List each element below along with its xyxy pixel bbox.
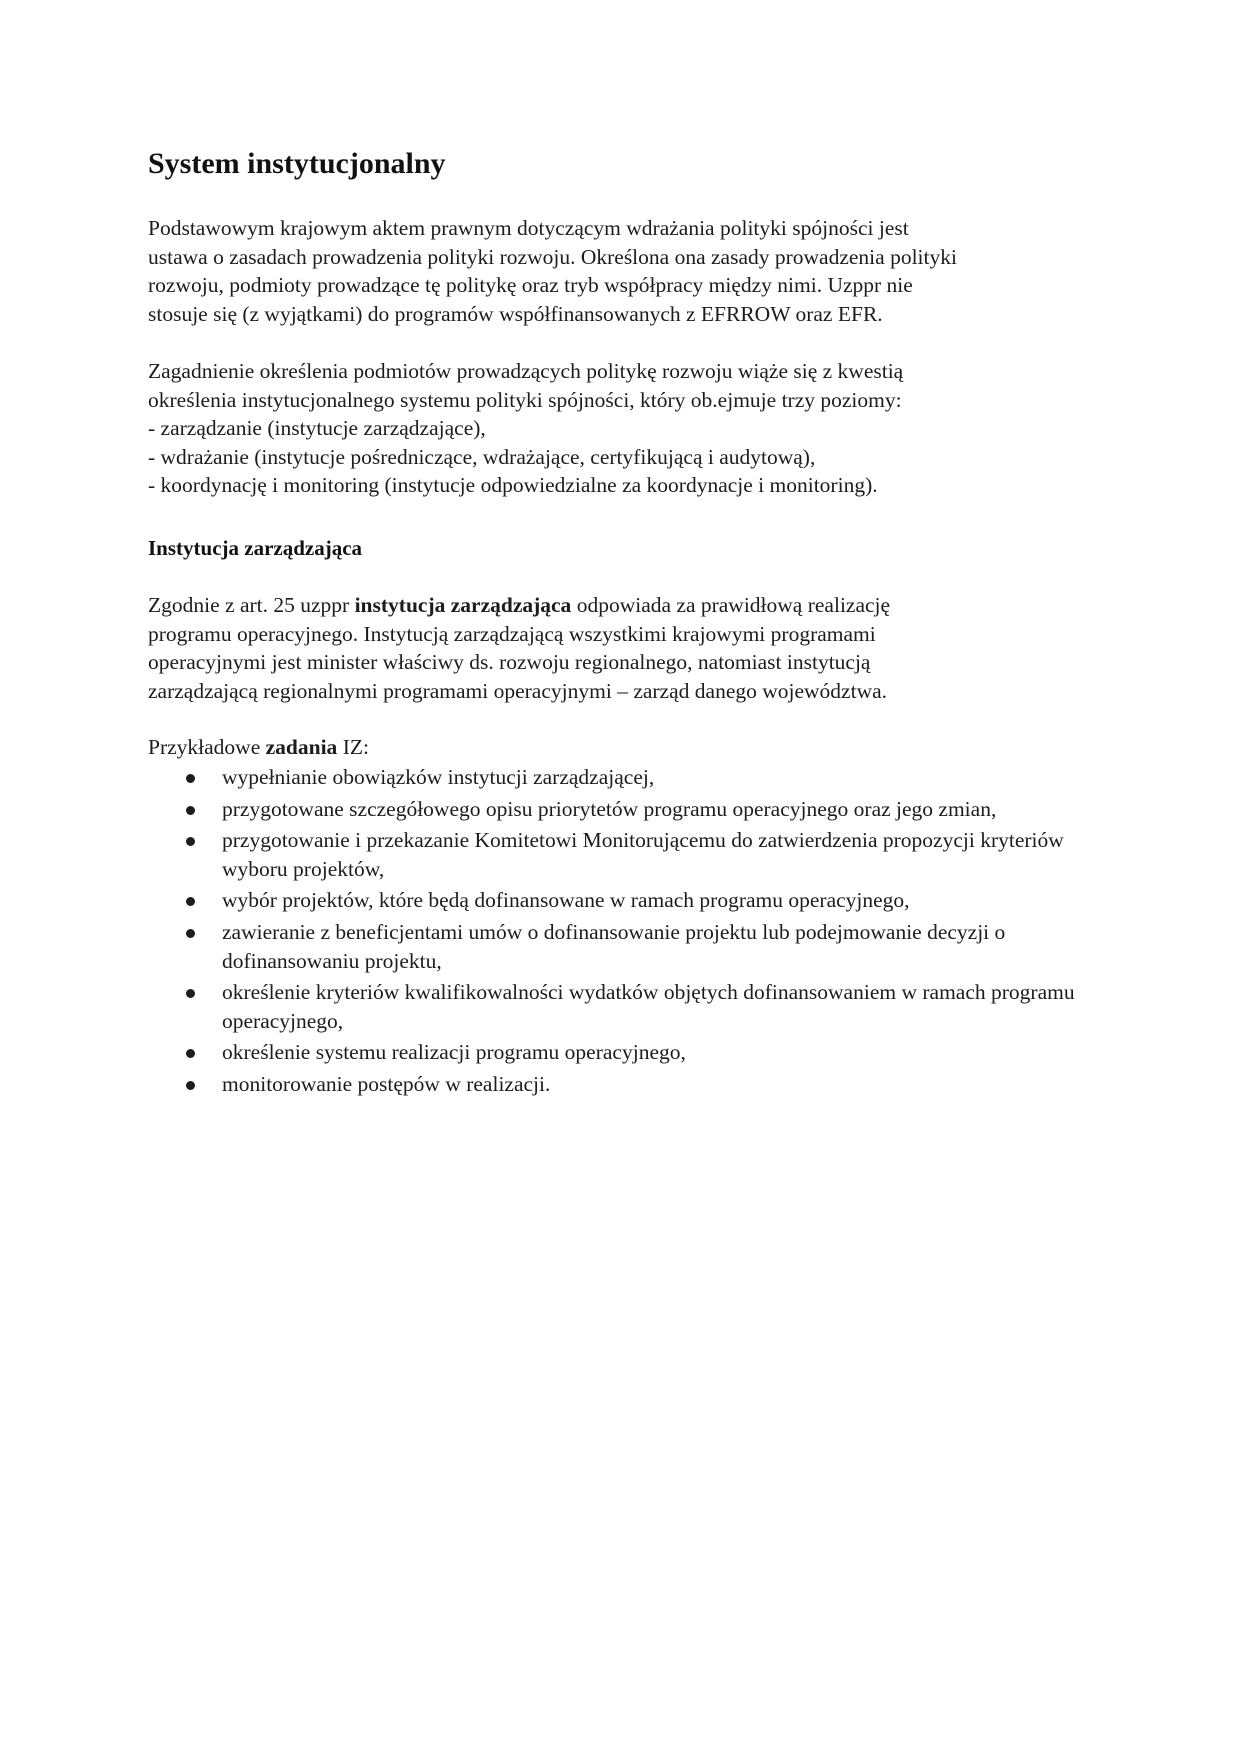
text-line: programu operacyjnego. Instytucją zarządzającą wszystkimi krajowymi programami [148, 621, 876, 646]
bullet-icon [186, 774, 195, 783]
text-line: Podstawowym krajowym aktem prawnym dotyczącym wdrażania polityki spójności jest [148, 216, 909, 240]
bullet-icon [186, 897, 195, 906]
text-line: rozwoju, podmioty prowadzące tę politykę oraz tryb współpracy między nimi. Uzppr nie [148, 273, 913, 298]
level-item: - wdrażanie (instytucje pośredniczące, wdrażające, certyfikującą i audytową), [148, 444, 816, 469]
level-item: - zarządzanie (instytucje zarządzające), [148, 416, 486, 441]
text-fragment: odpowiada za prawidłową realizację [571, 593, 891, 618]
list-item-text: zawieranie z beneficjentami umów o dofinansowanie projektu lub podejmowanie decyzji o dofinansowaniu projektu, [222, 920, 1006, 973]
paragraph-managing-authority [148, 591, 1098, 705]
text-line: określenia instytucjonalnego systemu polityki spójności, który ob.ejmuje trzy poziomy: [148, 387, 902, 412]
text-line: ustawa o zasadach prowadzenia polityki rozwoju. Określona ona zasady prowadzenia polityki [148, 244, 957, 269]
list-item [148, 918, 1098, 975]
level-item: - koordynację i monitoring (instytucje odpowiedzialne za koordynacje i monitoring). [148, 473, 878, 498]
text-line: operacyjnymi jest minister właściwy ds. rozwoju regionalnego, natomiast instytucją [148, 650, 871, 675]
list-item [148, 795, 1098, 824]
text-line: stosuje się (z wyjątkami) do programów współfinansowanych z EFRROW oraz EFR. [148, 301, 883, 326]
paragraph-institutional-levels [148, 357, 1098, 500]
bullet-icon [186, 929, 195, 938]
list-item [148, 826, 1098, 883]
bold-term: instytucja zarządzająca [354, 593, 572, 618]
text-line [148, 591, 1098, 620]
list-item-text: przygotowane szczegółowego opisu priorytetów programu operacyjnego oraz jego zmian, [222, 796, 997, 821]
list-item-text: wypełnianie obowiązków instytucji zarządzającej, [222, 765, 655, 790]
list-item-text: wybór projektów, które będą dofinansowane w ramach programu operacyjnego, [222, 888, 910, 913]
text-line: Zagadnienie określenia podmiotów prowadzących politykę rozwoju wiąże się z kwestią [148, 358, 904, 383]
list-item [148, 763, 1098, 792]
bullet-icon [186, 837, 195, 846]
bullet-icon [186, 989, 195, 998]
text-line: zarządzającą regionalnymi programami operacyjnymi – zarząd danego województwa. [148, 678, 888, 703]
list-item-text: określenie kryteriów kwalifikowalności wydatków objętych dofinansowaniem w ramach programu operacyjnego, [222, 980, 1075, 1033]
tasks-list [148, 763, 1098, 1099]
list-item [148, 886, 1098, 915]
list-item [148, 1038, 1098, 1067]
text-fragment: Zgodnie z art. 25 uzppr [148, 593, 355, 618]
text-fragment: IZ: [337, 734, 369, 759]
list-item-text: monitorowanie postępów w realizacji. [222, 1072, 551, 1097]
list-item-text: przygotowanie i przekazanie Komitetowi Monitorującemu do zatwierdzenia propozycji kryteriów wyboru projektów, [222, 828, 1064, 881]
list-item [148, 1070, 1098, 1099]
document-page [148, 146, 1098, 1102]
list-item-text: określenie systemu realizacji programu operacyjnego, [222, 1040, 686, 1065]
bullet-icon [186, 806, 195, 815]
section-heading: Instytucja zarządzająca [148, 535, 363, 560]
bullet-icon [186, 1081, 195, 1090]
bold-term: zadania [265, 734, 338, 759]
paragraph-legal-act [148, 214, 1098, 328]
tasks-intro [148, 733, 1098, 762]
text-fragment: Przykładowe [148, 734, 266, 759]
list-item [148, 978, 1098, 1035]
bullet-icon [186, 1049, 195, 1058]
document-title: System instytucjonalny [148, 147, 446, 180]
